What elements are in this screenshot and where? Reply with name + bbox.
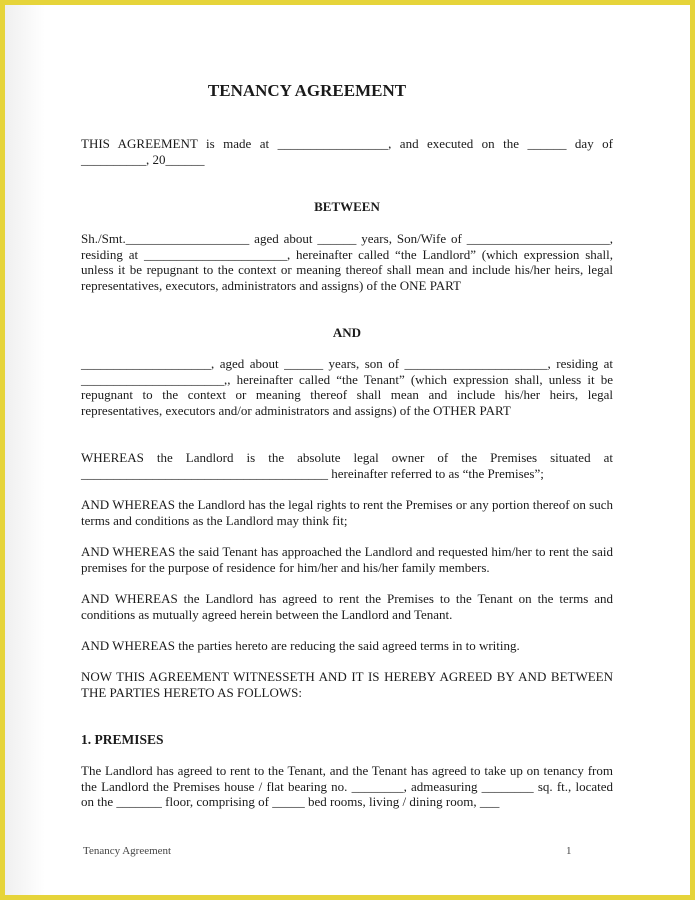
and-heading: AND	[332, 325, 362, 340]
between-heading: BETWEEN	[314, 199, 380, 214]
page-edge-shading	[5, 5, 45, 895]
whereas-writing-paragraph: AND WHEREAS the parties hereto are reducing the said agreed terms in to writing.	[81, 638, 520, 653]
section-premises-heading: 1. PREMISES	[81, 732, 164, 747]
whereas-rights-paragraph: AND WHEREAS the Landlord has the legal rights to rent the Premises or any portion thereof on such terms and conditions as the Landlord may think fit;	[81, 497, 613, 528]
whereas-owner-paragraph: WHEREAS the Landlord is the absolute legal owner of the Premises situated at ______________________________________ hereinafter referred to as “the Premises”;	[81, 450, 613, 481]
witnesseth-paragraph: NOW THIS AGREEMENT WITNESSETH AND IT IS HEREBY AGREED BY AND BETWEEN THE PARTIES HERETO AS FOLLOWS:	[81, 669, 613, 700]
whereas-approached-paragraph: AND WHEREAS the said Tenant has approached the Landlord and requested him/her to rent the said premises for the purpose of residence for him/her and his/her family members.	[81, 544, 613, 575]
document-title: TENANCY AGREEMENT	[207, 81, 407, 100]
whereas-agreed-paragraph: AND WHEREAS the Landlord has agreed to rent the Premises to the Tenant on the terms and conditions as mutually agreed herein between the Landlord and Tenant.	[81, 591, 613, 622]
intro-paragraph: THIS AGREEMENT is made at _________________, and executed on the ______ day of __________, 20______	[81, 136, 613, 167]
footer-page-number: 1	[566, 845, 572, 857]
document-page	[5, 5, 690, 895]
landlord-paragraph: Sh./Smt.___________________ aged about ______ years, Son/Wife of ______________________, residing at ______________________, hereinafter called “the Landlord” (which expression shall, unless it be repugnant to the context or meaning thereof shall mean and include his/her heirs, legal representatives, executors, administrators and assigns) of the ONE PART	[81, 231, 613, 293]
section-premises-text: The Landlord has agreed to rent to the Tenant, and the Tenant has agreed to take up on tenancy from the Landlord the Premises house / flat bearing no. ________, admeasuring ________ sq. ft., located on the _______ floor, comprising of _____ bed rooms, living / dining room, ___	[81, 763, 613, 810]
footer-document-name: Tenancy Agreement	[83, 845, 172, 857]
tenant-paragraph: ____________________, aged about ______ years, son of ______________________, residing at ______________________,, hereinafter called “the Tenant” (which expression shall, unless it be repugnant to the context or meaning thereof shall mean and include his/her heirs, legal representatives, executors and/or administrators and assigns) of the OTHER PART	[81, 356, 613, 418]
